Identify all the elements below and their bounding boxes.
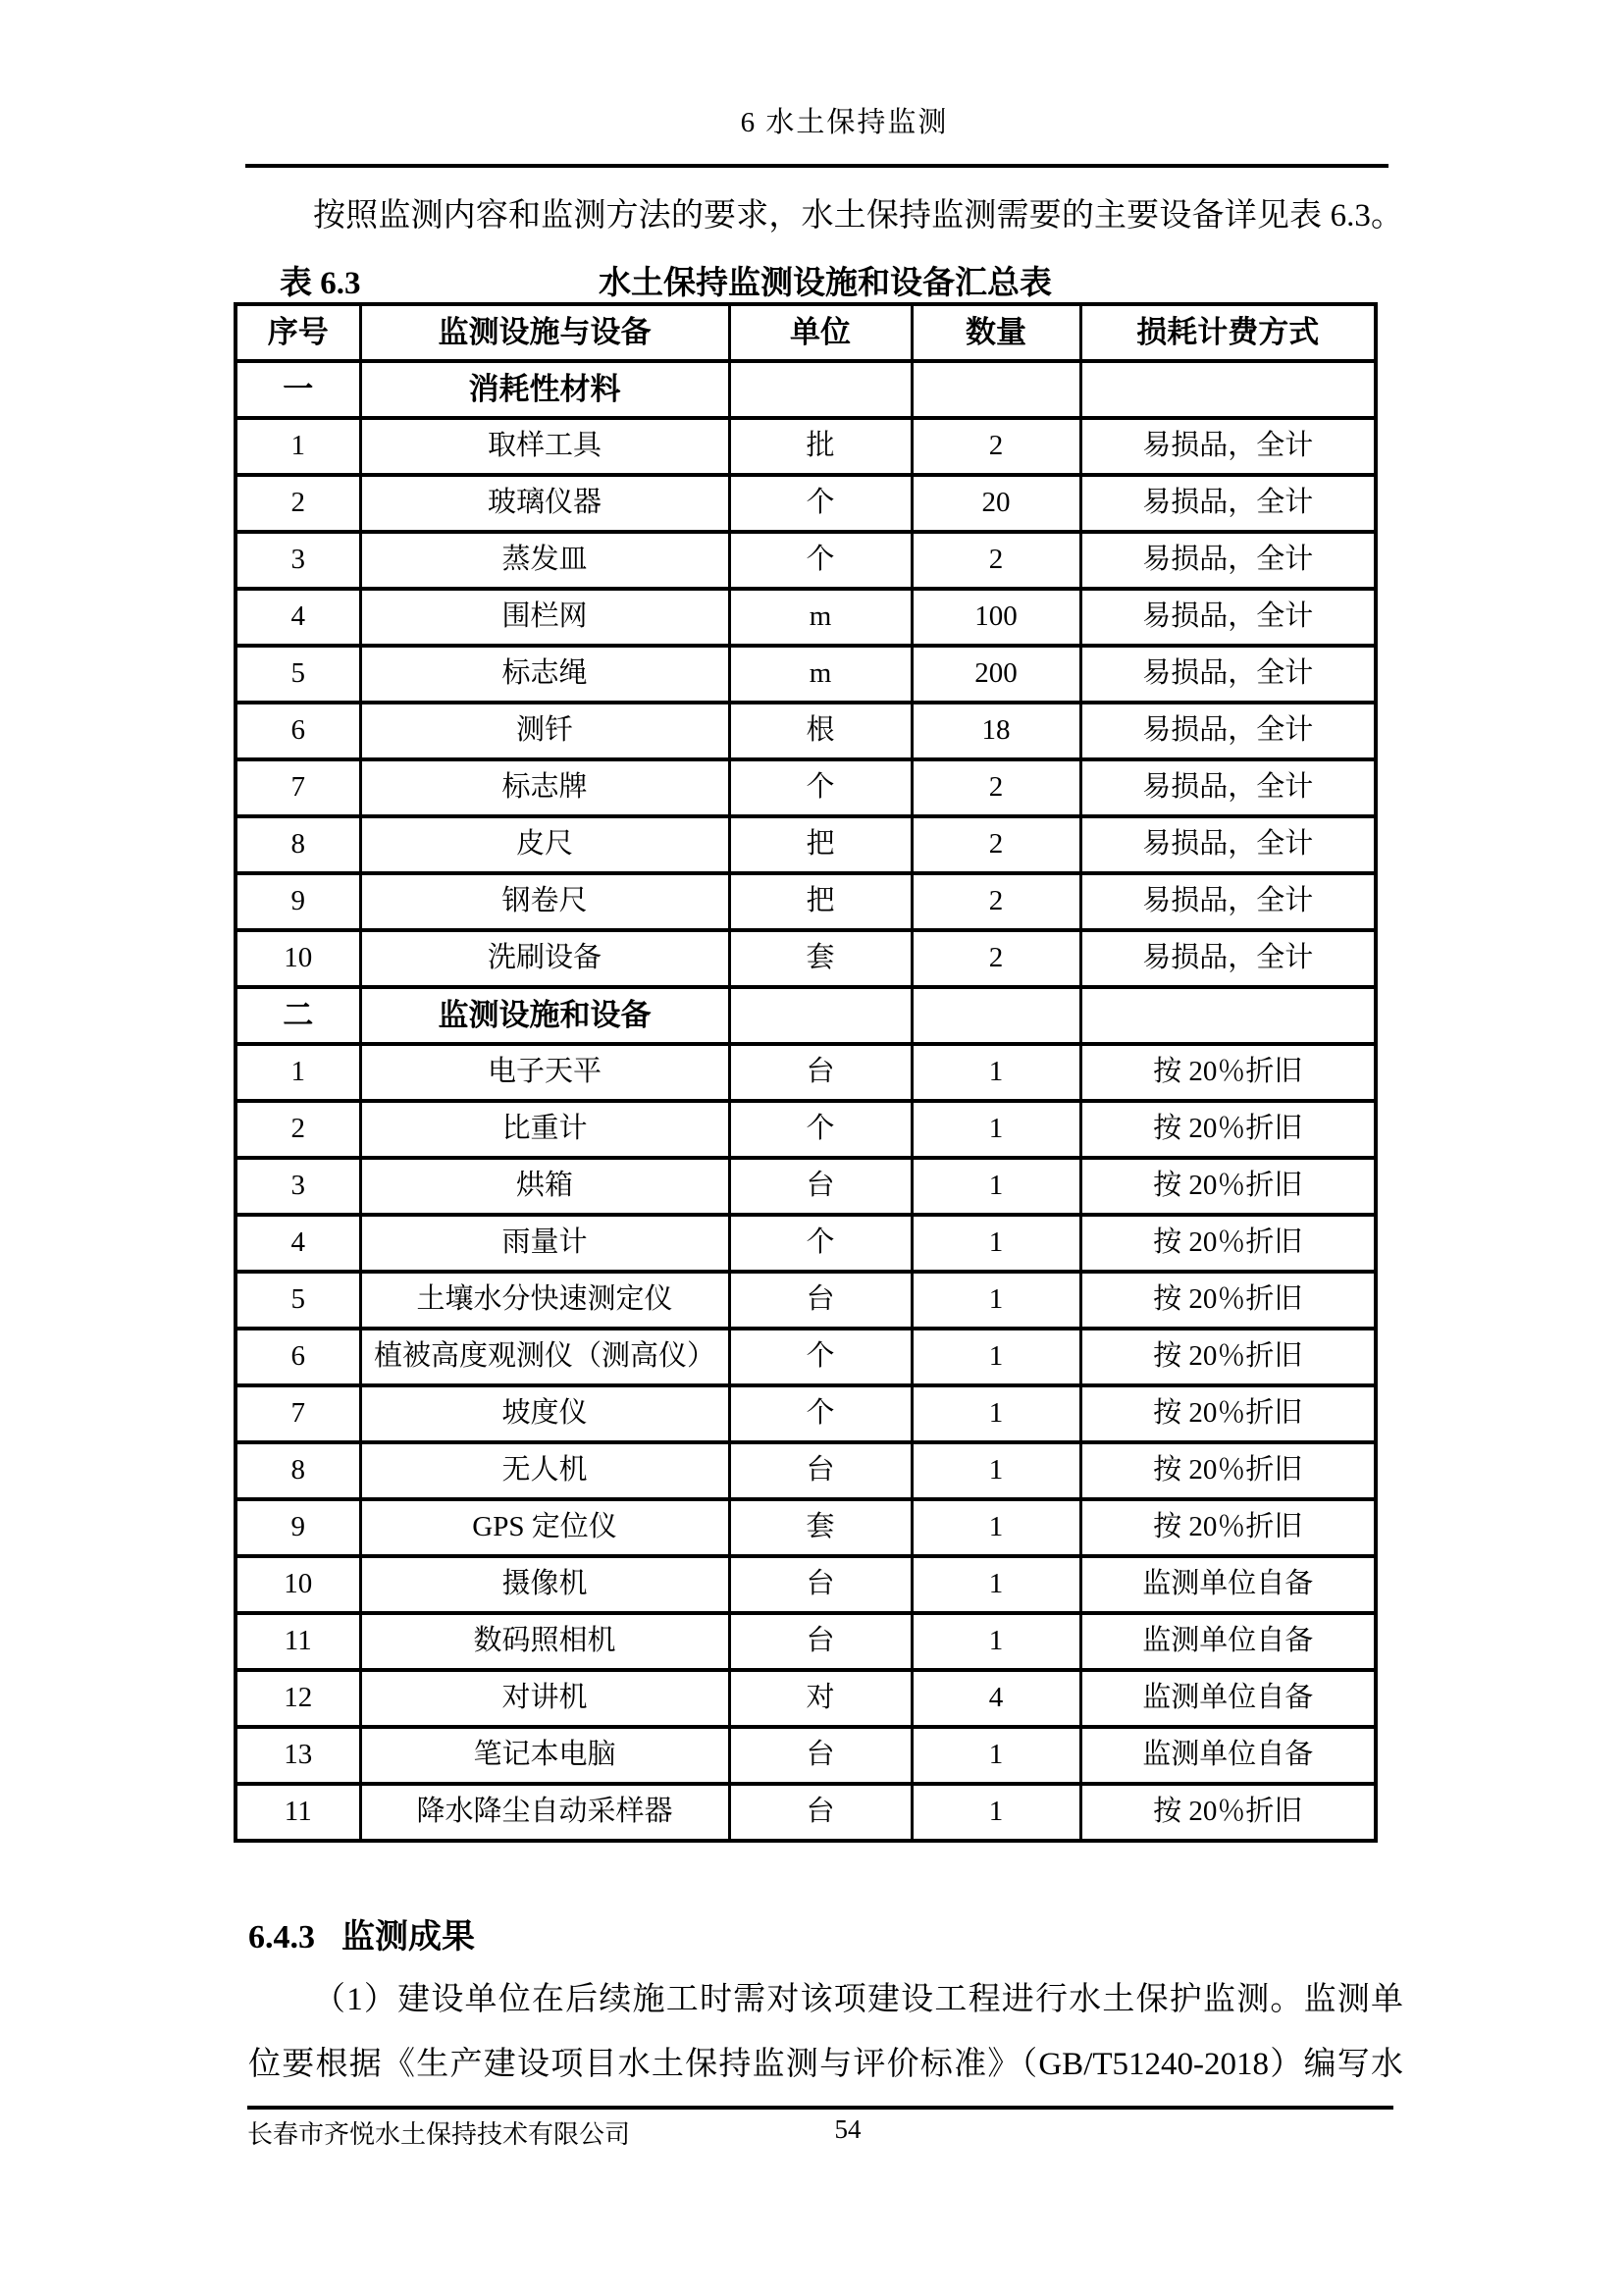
cell-quantity: 1 bbox=[912, 1556, 1080, 1613]
cell-billing: 按 20％折旧 bbox=[1080, 1385, 1376, 1442]
table-row bbox=[236, 475, 1376, 532]
body-paragraph-line: 位要根据《生产建设项目水土保持监测与评价标准》（GB/T51240-2018）编写水 bbox=[248, 2047, 1403, 2082]
cell-serial: 11 bbox=[236, 1613, 360, 1670]
cell-quantity: 2 bbox=[912, 816, 1080, 873]
cell-quantity: 1 bbox=[912, 1215, 1080, 1272]
table-row bbox=[236, 532, 1376, 589]
cell-unit: m bbox=[729, 589, 912, 646]
cell-billing: 易损品，全计 bbox=[1080, 816, 1376, 873]
cell-serial: 12 bbox=[236, 1670, 360, 1727]
cell-serial: 3 bbox=[236, 532, 360, 589]
cell-quantity: 2 bbox=[912, 759, 1080, 816]
footer-company: 长春市齐悦水土保持技术有限公司 bbox=[247, 2120, 631, 2149]
cell-facility: 土壤水分快速测定仪 bbox=[360, 1272, 729, 1329]
cell-quantity: 1 bbox=[912, 1385, 1080, 1442]
cell-facility: 电子天平 bbox=[360, 1044, 729, 1101]
cell-facility: 比重计 bbox=[360, 1101, 729, 1158]
cell-unit: 台 bbox=[729, 1442, 912, 1499]
cell-facility: 烘箱 bbox=[360, 1158, 729, 1215]
section-title: 监测成果 bbox=[341, 1919, 475, 1956]
cell-facility: 蒸发皿 bbox=[360, 532, 729, 589]
cell-quantity: 1 bbox=[912, 1329, 1080, 1385]
cell-quantity bbox=[912, 361, 1080, 418]
cell-billing: 按 20％折旧 bbox=[1080, 1158, 1376, 1215]
cell-facility: 钢卷尺 bbox=[360, 873, 729, 930]
cell-unit: 台 bbox=[729, 1613, 912, 1670]
cell-facility: 无人机 bbox=[360, 1442, 729, 1499]
cell-serial: 9 bbox=[236, 873, 360, 930]
cell-quantity: 200 bbox=[912, 646, 1080, 703]
cell-serial: 4 bbox=[236, 1215, 360, 1272]
cell-billing: 按 20％折旧 bbox=[1080, 1499, 1376, 1556]
cell-facility: 标志绳 bbox=[360, 646, 729, 703]
cell-serial: 二 bbox=[236, 987, 360, 1044]
cell-unit: 个 bbox=[729, 475, 912, 532]
header-cell-unit: 单位 bbox=[729, 304, 912, 361]
table-caption-label: 表 6.3 bbox=[280, 266, 361, 301]
cell-unit: m bbox=[729, 646, 912, 703]
cell-facility: 标志牌 bbox=[360, 759, 729, 816]
cell-serial: 4 bbox=[236, 589, 360, 646]
cell-serial: 10 bbox=[236, 930, 360, 987]
cell-quantity bbox=[912, 987, 1080, 1044]
header-cell-facility: 监测设施与设备 bbox=[360, 304, 729, 361]
header-cell-billing: 损耗计费方式 bbox=[1080, 304, 1376, 361]
cell-facility: 监测设施和设备 bbox=[360, 987, 729, 1044]
cell-quantity: 1 bbox=[912, 1499, 1080, 1556]
cell-facility: 围栏网 bbox=[360, 589, 729, 646]
table-row bbox=[236, 1101, 1376, 1158]
cell-billing: 易损品，全计 bbox=[1080, 532, 1376, 589]
cell-facility: 植被高度观测仪（测高仪） bbox=[360, 1329, 729, 1385]
cell-serial: 1 bbox=[236, 1044, 360, 1101]
table-section-row bbox=[236, 361, 1376, 418]
table-row bbox=[236, 1272, 1376, 1329]
cell-quantity: 100 bbox=[912, 589, 1080, 646]
table-row bbox=[236, 589, 1376, 646]
footer-page-number: 54 bbox=[834, 2114, 862, 2144]
cell-billing: 监测单位自备 bbox=[1080, 1613, 1376, 1670]
cell-facility: 降水降尘自动采样器 bbox=[360, 1784, 729, 1841]
equipment-table-body bbox=[236, 361, 1376, 1841]
cell-quantity: 1 bbox=[912, 1613, 1080, 1670]
cell-billing: 监测单位自备 bbox=[1080, 1727, 1376, 1784]
table-row bbox=[236, 703, 1376, 759]
cell-serial: 5 bbox=[236, 646, 360, 703]
cell-facility: 雨量计 bbox=[360, 1215, 729, 1272]
cell-billing: 监测单位自备 bbox=[1080, 1670, 1376, 1727]
cell-billing: 易损品，全计 bbox=[1080, 873, 1376, 930]
footer-divider bbox=[247, 2106, 1393, 2110]
cell-billing: 易损品，全计 bbox=[1080, 475, 1376, 532]
cell-billing: 按 20％折旧 bbox=[1080, 1784, 1376, 1841]
cell-quantity: 4 bbox=[912, 1670, 1080, 1727]
cell-unit: 个 bbox=[729, 532, 912, 589]
cell-billing: 易损品，全计 bbox=[1080, 418, 1376, 475]
table-row bbox=[236, 1385, 1376, 1442]
table-row bbox=[236, 1784, 1376, 1841]
table-caption-title: 水土保持监测设施和设备汇总表 bbox=[599, 266, 1052, 301]
cell-serial: 2 bbox=[236, 475, 360, 532]
table-row bbox=[236, 816, 1376, 873]
equipment-table-header-row bbox=[236, 304, 1376, 361]
cell-serial: 5 bbox=[236, 1272, 360, 1329]
cell-quantity: 2 bbox=[912, 930, 1080, 987]
page-header-title: 6 水土保持监测 bbox=[740, 107, 949, 138]
cell-serial: 2 bbox=[236, 1101, 360, 1158]
cell-unit: 台 bbox=[729, 1158, 912, 1215]
cell-facility: 消耗性材料 bbox=[360, 361, 729, 418]
table-row bbox=[236, 418, 1376, 475]
cell-unit: 套 bbox=[729, 1499, 912, 1556]
cell-unit: 套 bbox=[729, 930, 912, 987]
cell-quantity: 1 bbox=[912, 1044, 1080, 1101]
table-caption bbox=[234, 257, 1374, 300]
cell-serial: 一 bbox=[236, 361, 360, 418]
cell-unit: 个 bbox=[729, 1385, 912, 1442]
cell-unit: 个 bbox=[729, 1329, 912, 1385]
cell-facility: 取样工具 bbox=[360, 418, 729, 475]
cell-billing bbox=[1080, 361, 1376, 418]
cell-billing bbox=[1080, 987, 1376, 1044]
cell-unit bbox=[729, 361, 912, 418]
cell-unit: 对 bbox=[729, 1670, 912, 1727]
table-row bbox=[236, 1158, 1376, 1215]
cell-facility: 坡度仪 bbox=[360, 1385, 729, 1442]
cell-serial: 6 bbox=[236, 703, 360, 759]
cell-facility: 皮尺 bbox=[360, 816, 729, 873]
cell-quantity: 1 bbox=[912, 1272, 1080, 1329]
table-row bbox=[236, 646, 1376, 703]
cell-facility: 对讲机 bbox=[360, 1670, 729, 1727]
cell-quantity: 1 bbox=[912, 1442, 1080, 1499]
cell-unit: 台 bbox=[729, 1727, 912, 1784]
cell-unit: 个 bbox=[729, 1101, 912, 1158]
cell-facility: 数码照相机 bbox=[360, 1613, 729, 1670]
cell-unit: 批 bbox=[729, 418, 912, 475]
cell-billing: 按 20％折旧 bbox=[1080, 1215, 1376, 1272]
cell-unit: 个 bbox=[729, 759, 912, 816]
cell-facility: 测钎 bbox=[360, 703, 729, 759]
cell-facility: 玻璃仪器 bbox=[360, 475, 729, 532]
table-row bbox=[236, 1499, 1376, 1556]
table-row bbox=[236, 1044, 1376, 1101]
table-row bbox=[236, 1613, 1376, 1670]
table-row bbox=[236, 1556, 1376, 1613]
cell-unit: 台 bbox=[729, 1272, 912, 1329]
cell-facility: 摄像机 bbox=[360, 1556, 729, 1613]
cell-unit: 根 bbox=[729, 703, 912, 759]
cell-quantity: 1 bbox=[912, 1101, 1080, 1158]
cell-serial: 3 bbox=[236, 1158, 360, 1215]
table-row bbox=[236, 873, 1376, 930]
cell-serial: 10 bbox=[236, 1556, 360, 1613]
cell-quantity: 2 bbox=[912, 418, 1080, 475]
cell-serial: 13 bbox=[236, 1727, 360, 1784]
cell-quantity: 20 bbox=[912, 475, 1080, 532]
table-section-row bbox=[236, 987, 1376, 1044]
cell-quantity: 1 bbox=[912, 1158, 1080, 1215]
cell-quantity: 2 bbox=[912, 873, 1080, 930]
table-row bbox=[236, 1727, 1376, 1784]
cell-serial: 8 bbox=[236, 816, 360, 873]
cell-facility: 洗刷设备 bbox=[360, 930, 729, 987]
body-paragraph-line: （1）建设单位在后续施工时需对该项建设工程进行水土保护监测。监测单 bbox=[313, 1982, 1403, 2017]
table-row bbox=[236, 759, 1376, 816]
cell-billing: 按 20％折旧 bbox=[1080, 1442, 1376, 1499]
cell-unit: 台 bbox=[729, 1044, 912, 1101]
equipment-table bbox=[234, 302, 1378, 1843]
cell-unit: 台 bbox=[729, 1556, 912, 1613]
cell-billing: 按 20％折旧 bbox=[1080, 1272, 1376, 1329]
cell-billing: 按 20％折旧 bbox=[1080, 1101, 1376, 1158]
cell-billing: 易损品，全计 bbox=[1080, 759, 1376, 816]
cell-billing: 易损品，全计 bbox=[1080, 703, 1376, 759]
cell-billing: 按 20％折旧 bbox=[1080, 1329, 1376, 1385]
cell-facility: GPS 定位仪 bbox=[360, 1499, 729, 1556]
cell-billing: 易损品，全计 bbox=[1080, 930, 1376, 987]
cell-facility: 笔记本电脑 bbox=[360, 1727, 729, 1784]
cell-billing: 按 20％折旧 bbox=[1080, 1044, 1376, 1101]
cell-serial: 11 bbox=[236, 1784, 360, 1841]
table-row bbox=[236, 930, 1376, 987]
section-heading bbox=[248, 1909, 475, 1957]
section-number: 6.4.3 bbox=[248, 1919, 315, 1956]
cell-billing: 易损品，全计 bbox=[1080, 646, 1376, 703]
cell-serial: 1 bbox=[236, 418, 360, 475]
table-row bbox=[236, 1442, 1376, 1499]
table-row bbox=[236, 1215, 1376, 1272]
cell-quantity: 1 bbox=[912, 1727, 1080, 1784]
header-cell-quantity: 数量 bbox=[912, 304, 1080, 361]
cell-serial: 7 bbox=[236, 1385, 360, 1442]
intro-paragraph: 按照监测内容和监测方法的要求，水土保持监测需要的主要设备详见表 6.3。 bbox=[313, 198, 1403, 234]
header-cell-serial: 序号 bbox=[236, 304, 360, 361]
cell-quantity: 18 bbox=[912, 703, 1080, 759]
table-row bbox=[236, 1670, 1376, 1727]
cell-serial: 8 bbox=[236, 1442, 360, 1499]
cell-quantity: 1 bbox=[912, 1784, 1080, 1841]
cell-serial: 6 bbox=[236, 1329, 360, 1385]
cell-serial: 7 bbox=[236, 759, 360, 816]
cell-unit: 个 bbox=[729, 1215, 912, 1272]
cell-unit: 把 bbox=[729, 873, 912, 930]
cell-unit: 台 bbox=[729, 1784, 912, 1841]
cell-unit bbox=[729, 987, 912, 1044]
body-paragraph bbox=[248, 1967, 1403, 2097]
cell-unit: 把 bbox=[729, 816, 912, 873]
cell-serial: 9 bbox=[236, 1499, 360, 1556]
cell-billing: 监测单位自备 bbox=[1080, 1556, 1376, 1613]
header-divider bbox=[245, 164, 1388, 168]
cell-quantity: 2 bbox=[912, 532, 1080, 589]
cell-billing: 易损品，全计 bbox=[1080, 589, 1376, 646]
table-row bbox=[236, 1329, 1376, 1385]
